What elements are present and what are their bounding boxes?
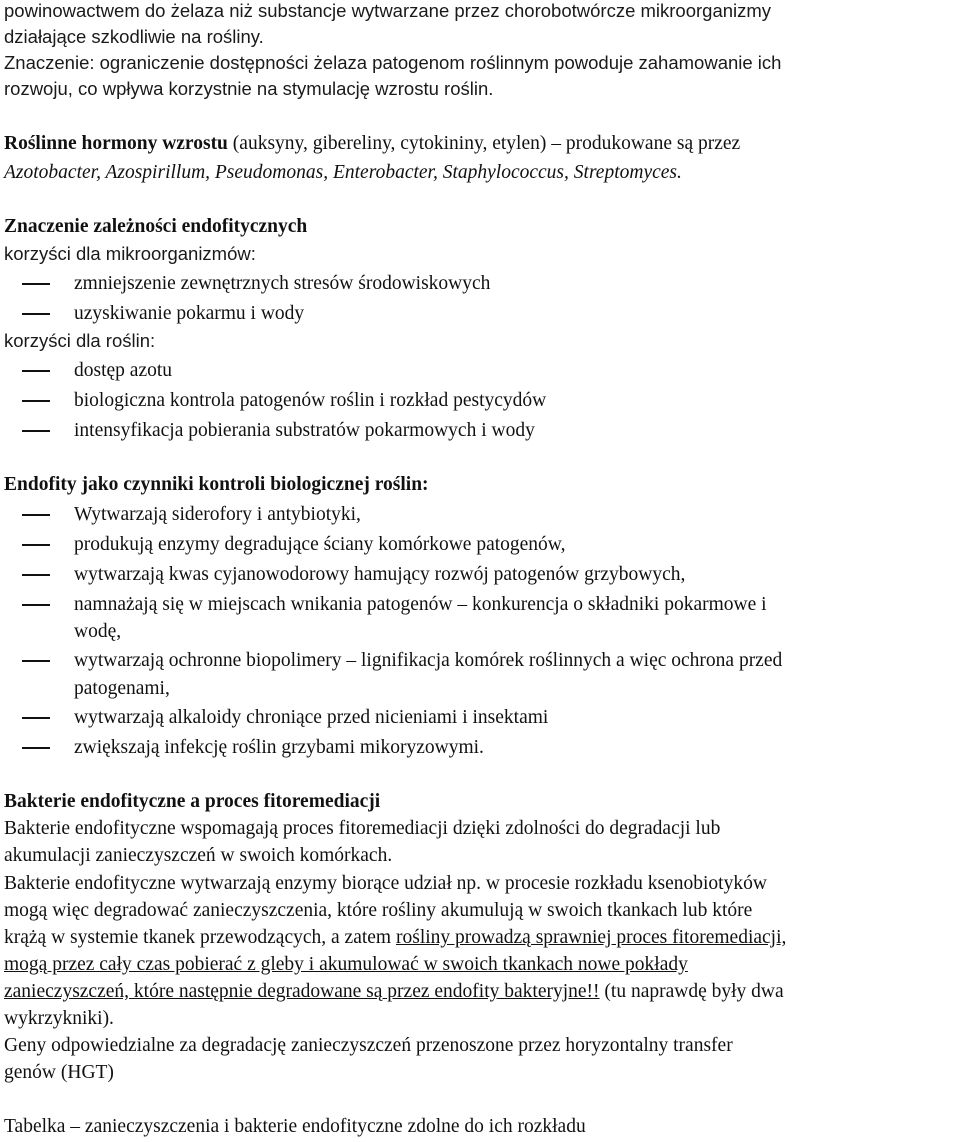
phyto-p2-line-3: krążą w systemie tkanek przewodzących, a zatem rośliny prowadzą sprawniej proces fitoremediacji, [4,927,787,948]
biocontrol-item: Wytwarzają siderofory i antybiotyki, [74,504,361,525]
phyto-p2-line-4 [4,952,688,978]
dash-icon [22,514,50,516]
biocontrol-item: produkują enzymy degradujące ściany komórkowe patogenów, [74,534,566,555]
dash-icon [22,717,50,719]
plants-label: korzyści dla roślin: [4,330,156,351]
hormones-line-1 [4,131,740,157]
intro-line-4: rozwoju, co wpływa korzystnie na stymulację wzrostu roślin. [4,78,494,99]
plants-item: dostęp azotu [74,360,173,381]
hormones-bold: Roślinne hormony wzrostu [4,133,228,154]
plants-item: intensyfikacja pobierania substratów pokarmowych i wody [74,420,535,441]
biocontrol-title: Endofity jako czynniki kontroli biologicznej roślin: [4,474,429,495]
microbes-label: korzyści dla mikroorganizmów: [4,243,256,264]
underlined-text: mogą przez cały czas pobierać z gleby i akumulować w swoich tkankach nowe pokłady [4,954,688,975]
intro-line-3: Znaczenie: ograniczenie dostępności żelaza patogenom roślinnym powoduje zahamowanie ich [4,52,782,73]
dash-icon [22,283,50,285]
microbes-item: zmniejszenie zewnętrznych stresów środowiskowych [74,273,491,294]
phyto-p3-line-2: genów (HGT) [4,1062,114,1083]
dash-icon [22,604,50,606]
biocontrol-item: wytwarzają alkaloidy chroniące przed nicieniami i insektami [74,707,549,728]
biocontrol-item: namnażają się w miejscach wnikania patogenów – konkurencja o składniki pokarmowe i [74,594,767,615]
phyto-p2-line-6: wykrzykniki). [4,1008,114,1029]
intro-line-1: powinowactwem do żelaza niż substancje wytwarzane przez chorobotwórcze mikroorganizmy [4,0,772,21]
dash-icon [22,313,50,315]
microbes-item: uzyskiwanie pokarmu i wody [74,303,305,324]
phyto-p2-line-5: zanieczyszczeń, które następnie degradowane są przez endofity bakteryjne!! (tu naprawdę były dwa [4,981,784,1002]
dash-icon [22,400,50,402]
phyto-title: Bakterie endofityczne a proces fitoremediacji [4,791,381,812]
phyto-p3-line-1: Geny odpowiedzialne za degradację zanieczyszczeń przenoszone przez horyzontalny transfer [4,1035,733,1056]
dash-icon [22,747,50,749]
biocontrol-item: wytwarzają kwas cyjanowodorowy hamujący rozwój patogenów grzybowych, [74,564,686,585]
dash-icon [22,430,50,432]
endophytic-title: Znaczenie zależności endofitycznych [4,216,308,237]
plants-item: biologiczna kontrola patogenów roślin i rozkład pestycydów [74,390,547,411]
biocontrol-item: zwiększają infekcję roślin grzybami mikoryzowymi. [74,737,484,758]
biocontrol-item-cont: wodę, [74,621,122,642]
dash-icon [22,370,50,372]
underlined-text: zanieczyszczeń, które następnie degradowane są przez endofity bakteryjne!! [4,981,600,1002]
hormones-line-2 [4,160,682,186]
dash-icon [22,574,50,576]
hormones-rest: (auksyny, gibereliny, cytokininy, etylen) – produkowane są przez [227,133,741,154]
phyto-p2-line-2: mogą więc degradować zanieczyszczenia, które rośliny akumulują w swoich tkankach lub które [4,900,753,921]
phyto-p1-line-2: akumulacji zanieczyszczeń w swoich komórkach. [4,845,393,866]
intro-line-2: działające szkodliwie na rośliny. [4,26,264,47]
hormones-species: Azotobacter, Azospirillum, Pseudomonas, Enterobacter, Staphylococcus, Streptomyces. [4,162,682,183]
table-caption: Tabelka – zanieczyszczenia i bakterie endofityczne zdolne do ich rozkładu [4,1116,586,1137]
biocontrol-item: wytwarzają ochronne biopolimery – lignifikacja komórek roślinnych a więc ochrona przed [74,650,783,671]
phyto-p1-line-1: Bakterie endofityczne wspomagają proces fitoremediacji dzięki zdolności do degradacji lub [4,818,721,839]
phyto-p2-line-1: Bakterie endofityczne wytwarzają enzymy biorące udział np. w procesie rozkładu ksenobiotyków [4,873,767,894]
biocontrol-item-cont: patogenami, [74,678,170,699]
dash-icon [22,660,50,662]
underlined-text: rośliny prowadzą sprawniej proces fitoremediacji, [395,927,787,948]
dash-icon [22,544,50,546]
